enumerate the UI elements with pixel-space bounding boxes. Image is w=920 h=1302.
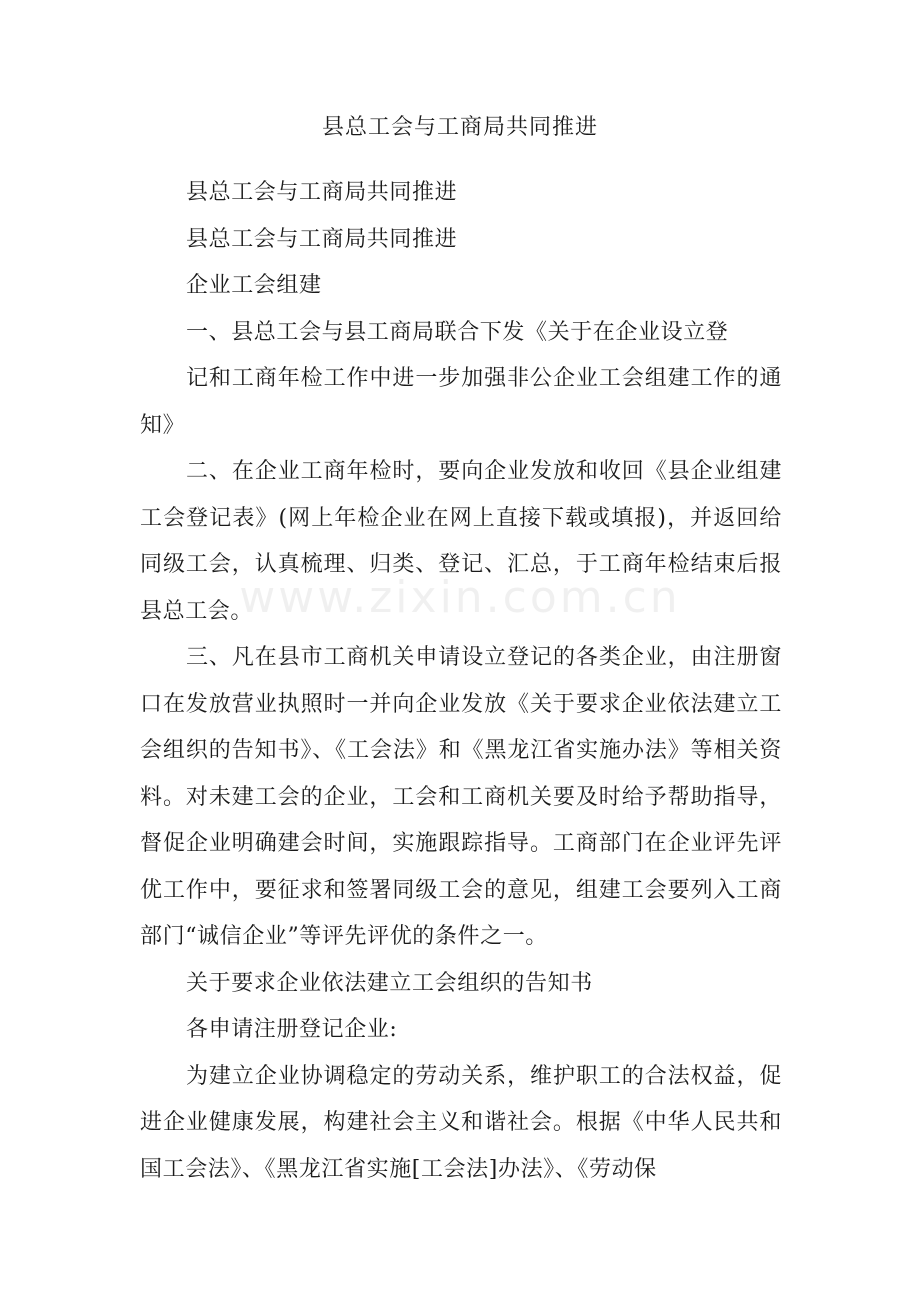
notice-heading: 关于要求企业依法建立工会组织的告知书	[186, 970, 593, 996]
paragraph: 记和工商年检工作中进一步加强非公企业工会组建工作的通知》	[140, 366, 782, 438]
paragraph: 二、在企业工商年检时，要向企业发放和收回《县企业组建工会登记表》(网上年检企业在网上直接下载或填报)，并返回给同级工会，认真梳理、归类、登记、汇总，于工商年检结束后报县总工会。	[140, 459, 782, 624]
paragraph: 三、凡在县市工商机关申请设立登记的各类企业，由注册窗口在发放营业执照时一并向企业发放《关于要求企业依法建立工会组织的告知书》、《工会法》和《黑龙江省实施办法》等相关资料。对未建工会的企业，工会和工商机关要及时给予帮助指导，督促企业明确建会时间，实施跟踪指导。工商部门在企业评先评优工作中，要征求和签署同级工会的意见，组建工会要列入工商部门“诚信企业”等评先评优的条件之一。	[140, 645, 782, 949]
watermark: www.zixin.com.cn	[239, 572, 681, 623]
paragraph: 一、县总工会与县工商局联合下发《关于在企业设立登	[186, 319, 729, 345]
document-body	[140, 170, 782, 1193]
paragraph: 为建立企业协调稳定的劳动关系，维护职工的合法权益，促进企业健康发展，构建社会主义和谐社会。根据《中华人民共和国工会法》、《黑龙江省实施[工会法]办法》、《劳动保	[140, 1063, 782, 1182]
section-heading: 企业工会组建	[186, 273, 322, 298]
paragraph: 县总工会与工商局共同推进	[186, 226, 458, 252]
document-title: 县总工会与工商局共同推进	[321, 115, 598, 140]
salutation: 各申请注册登记企业:	[186, 1017, 398, 1042]
paragraph: 县总工会与工商局共同推进	[186, 180, 458, 205]
